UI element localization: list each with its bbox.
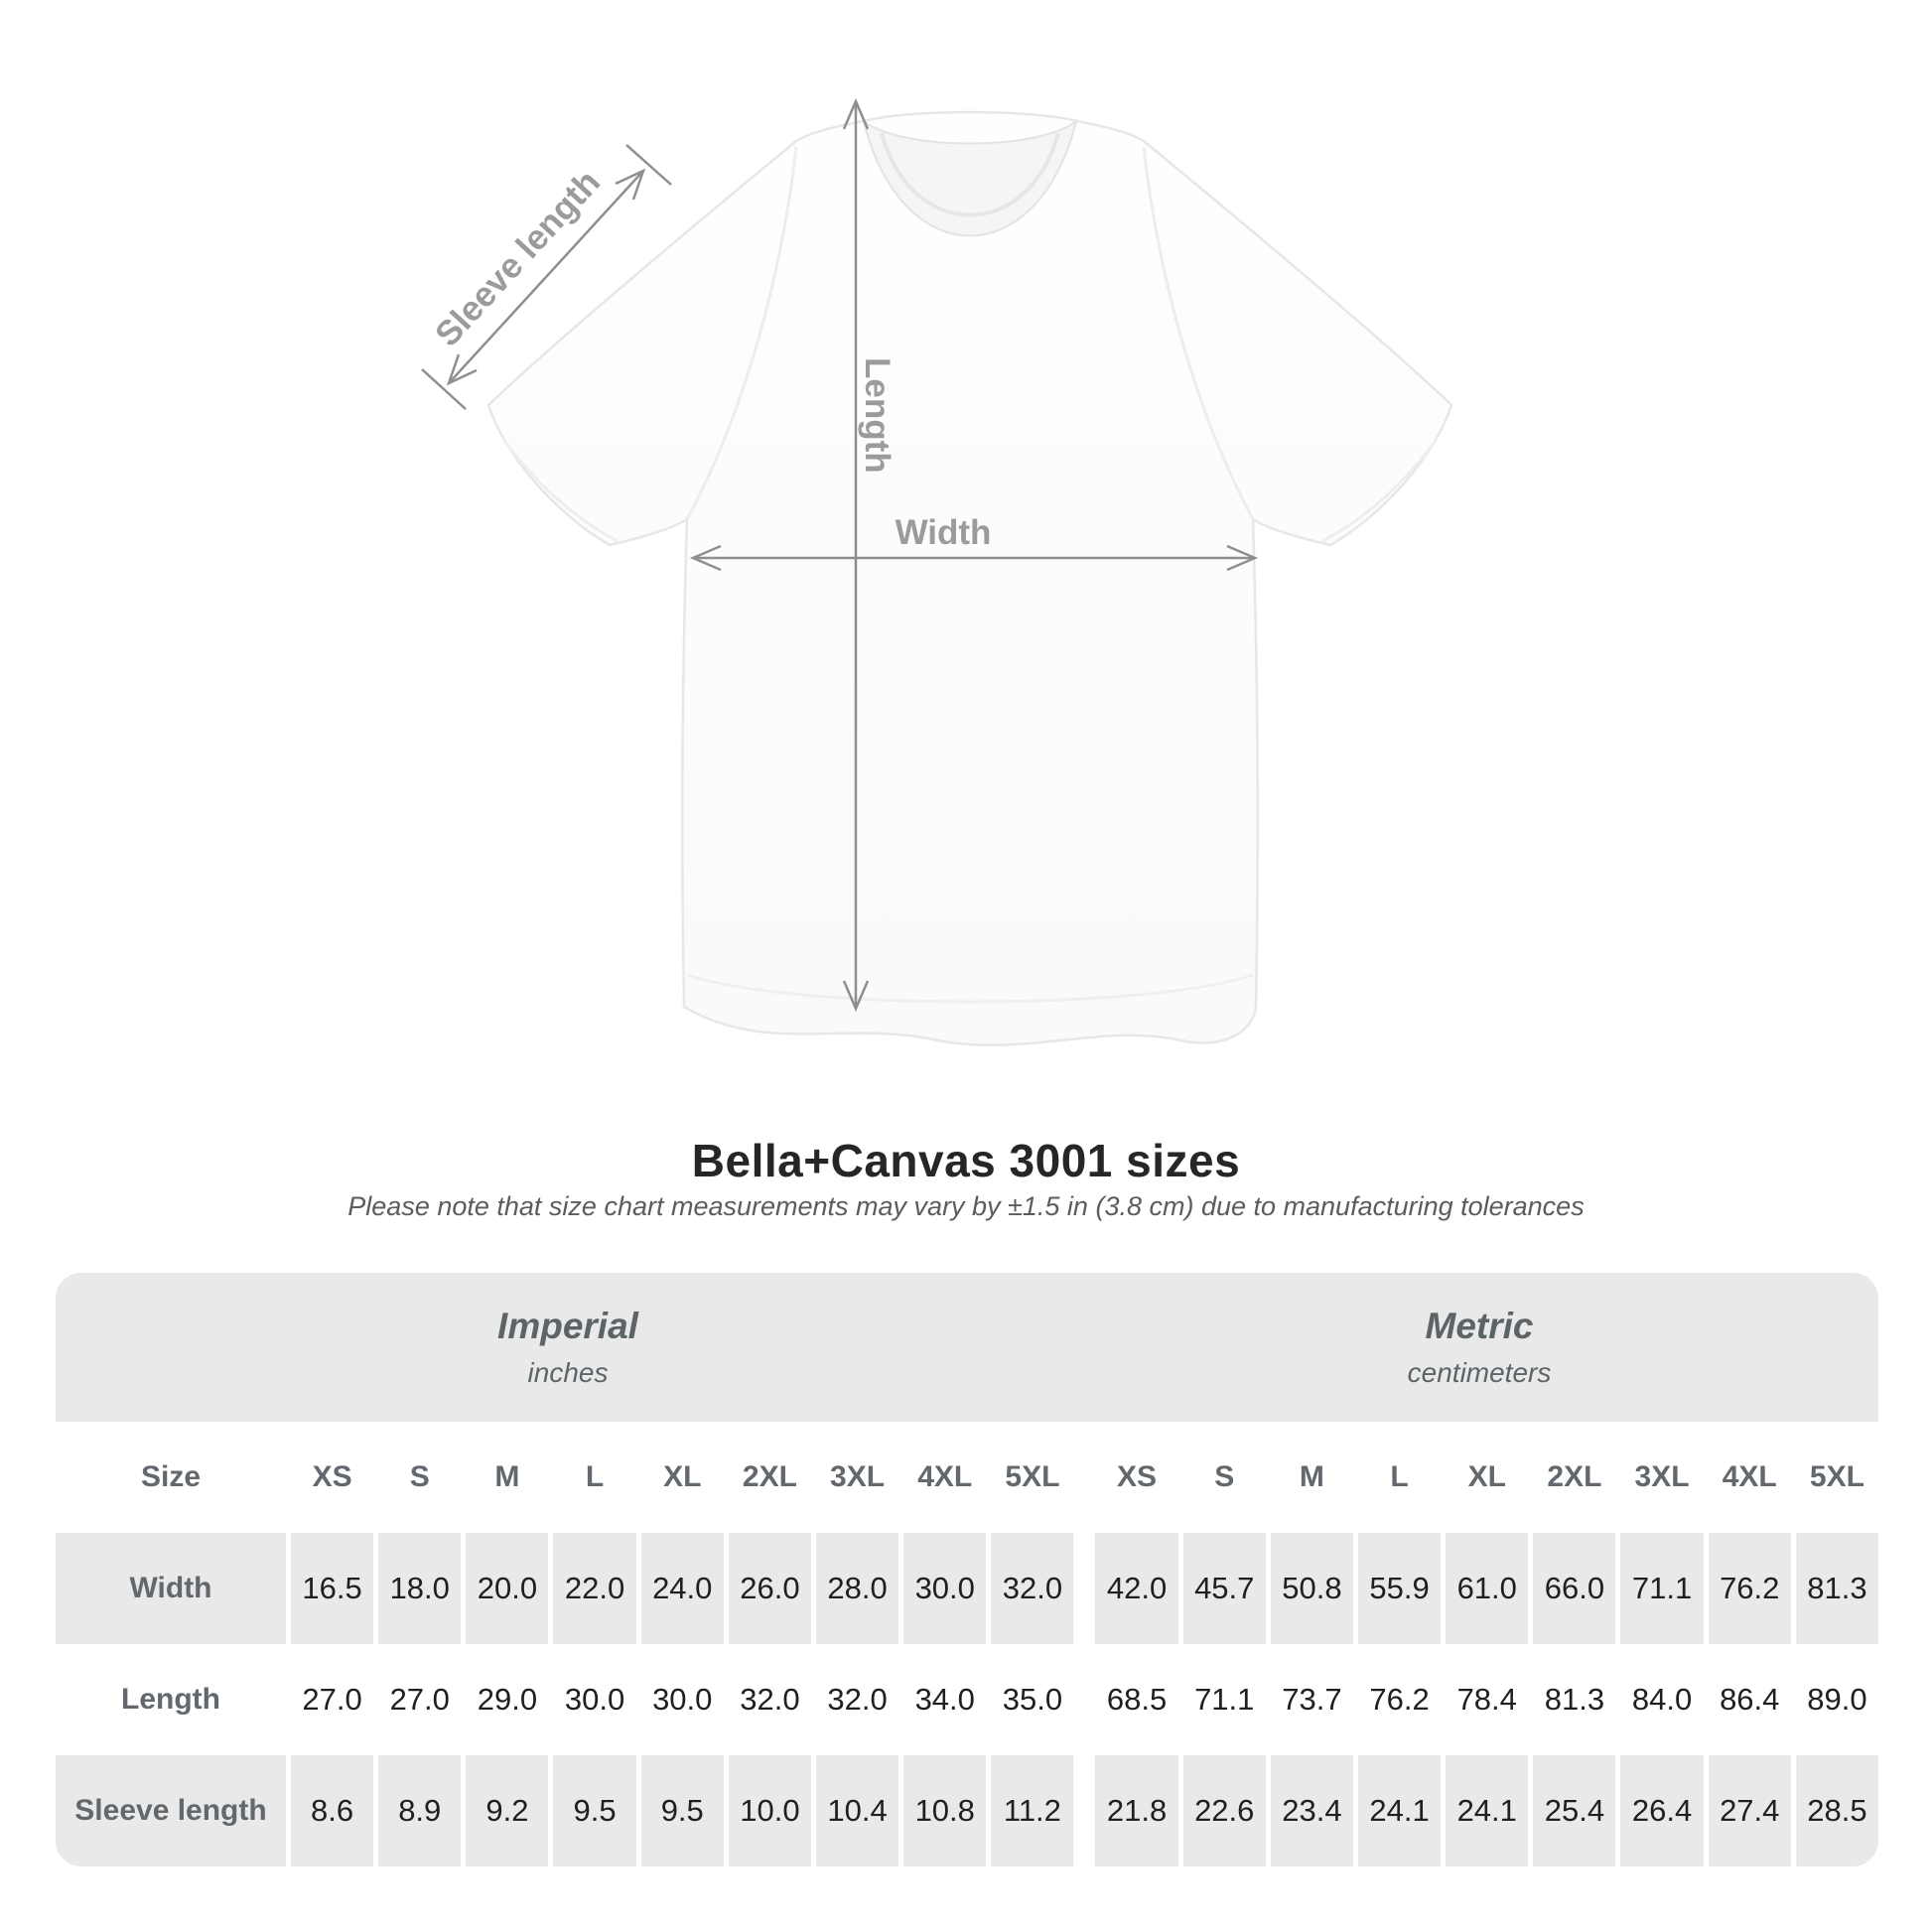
value-metric-s: 22.6 [1183,1755,1266,1866]
size-header-metric-2xl: 2XL [1547,1460,1602,1493]
row-label-sleeve-length: Sleeve length [56,1755,286,1866]
value-metric-xl: 61.0 [1446,1533,1528,1644]
value-imperial-5xl: 35.0 [1002,1682,1063,1717]
width-label: Width [895,513,992,552]
sleeve-tick-upper [626,145,671,185]
size-column-header: Size [140,1460,202,1493]
size-table [56,1273,1878,1866]
value-imperial-5xl: 32.0 [991,1533,1073,1644]
value-imperial-2xl: 32.0 [740,1682,800,1717]
size-header-imperial-2xl: 2XL [742,1460,797,1493]
value-imperial-s: 27.0 [389,1682,450,1717]
value-metric-s: 45.7 [1183,1533,1266,1644]
size-header-metric-xl: XL [1467,1460,1506,1493]
size-header-imperial-xs: XS [312,1460,352,1493]
value-metric-m: 50.8 [1271,1533,1353,1644]
value-imperial-4xl: 10.8 [903,1755,986,1866]
group-gap-spacer [1078,1755,1090,1866]
value-metric-l: 24.1 [1358,1755,1441,1866]
value-metric-3xl: 26.4 [1620,1755,1703,1866]
value-imperial-4xl: 34.0 [914,1682,975,1717]
value-imperial-xl: 9.5 [641,1755,724,1866]
value-metric-xl: 78.4 [1456,1682,1517,1717]
size-header-metric-xs: XS [1117,1460,1158,1493]
size-header-metric-5xl: 5XL [1809,1460,1864,1493]
size-header-imperial-3xl: 3XL [830,1460,886,1493]
unit-header-band [56,1273,1878,1422]
value-metric-3xl: 84.0 [1631,1682,1693,1717]
size-header-imperial-xl: XL [663,1460,702,1493]
value-metric-xs: 42.0 [1095,1533,1177,1644]
value-metric-4xl: 76.2 [1709,1533,1791,1644]
value-imperial-2xl: 26.0 [729,1533,811,1644]
value-metric-l: 76.2 [1369,1682,1430,1717]
size-header-imperial-5xl: 5XL [1005,1460,1060,1493]
value-imperial-4xl: 30.0 [903,1533,986,1644]
value-metric-3xl: 71.1 [1620,1533,1703,1644]
value-metric-4xl: 86.4 [1720,1682,1780,1717]
value-metric-xs: 21.8 [1095,1755,1177,1866]
value-metric-5xl: 81.3 [1796,1533,1878,1644]
value-imperial-xl: 30.0 [652,1682,713,1717]
value-metric-5xl: 28.5 [1796,1755,1878,1866]
metric-header [1080,1273,1878,1422]
value-imperial-3xl: 10.4 [816,1755,898,1866]
value-metric-l: 55.9 [1358,1533,1441,1644]
value-imperial-xs: 27.0 [302,1682,362,1717]
value-metric-m: 23.4 [1271,1755,1353,1866]
size-header-metric-l: L [1390,1460,1409,1493]
size-header-imperial-l: L [585,1460,605,1493]
value-metric-xs: 68.5 [1106,1682,1168,1717]
group-gap-spacer [1078,1644,1090,1755]
value-metric-4xl: 27.4 [1709,1755,1791,1866]
value-imperial-m: 9.2 [466,1755,548,1866]
value-metric-m: 73.7 [1282,1682,1342,1717]
group-gap-spacer [1078,1533,1090,1644]
value-imperial-3xl: 32.0 [827,1682,888,1717]
value-imperial-l: 22.0 [553,1533,635,1644]
value-imperial-3xl: 28.0 [816,1533,898,1644]
metric-label: Metric [1425,1306,1534,1346]
value-imperial-5xl: 11.2 [991,1755,1073,1866]
size-header-imperial-m: M [494,1460,520,1493]
imperial-unit: inches [527,1357,609,1388]
row-label-length: Length [121,1683,220,1716]
size-header-metric-3xl: 3XL [1634,1460,1690,1493]
length-label: Length [858,357,897,474]
value-metric-xl: 24.1 [1446,1755,1528,1866]
group-gap-spacer [1078,1422,1090,1533]
value-imperial-xs: 16.5 [291,1533,373,1644]
value-imperial-s: 8.9 [378,1755,461,1866]
value-imperial-xs: 8.6 [291,1755,373,1866]
size-header-metric-4xl: 4XL [1722,1460,1777,1493]
tshirt-body [488,112,1451,1045]
value-imperial-m: 20.0 [466,1533,548,1644]
value-imperial-xl: 24.0 [641,1533,724,1644]
value-metric-2xl: 66.0 [1533,1533,1615,1644]
size-header-imperial-4xl: 4XL [917,1460,973,1493]
imperial-header [56,1273,1080,1422]
size-header-imperial-s: S [409,1460,430,1493]
sleeve-tick-lower [422,369,466,409]
value-metric-2xl: 25.4 [1533,1755,1615,1866]
size-header-metric-m: M [1299,1460,1324,1493]
imperial-label: Imperial [497,1306,638,1346]
value-imperial-l: 30.0 [564,1682,625,1717]
metric-unit: centimeters [1407,1357,1552,1388]
size-header-metric-s: S [1214,1460,1235,1493]
value-imperial-l: 9.5 [553,1755,635,1866]
sleeve-length-label: Sleeve length [427,162,609,354]
value-imperial-s: 18.0 [378,1533,461,1644]
row-label-width: Width [56,1533,286,1644]
tolerance-note: Please note that size chart measurements may vary by ±1.5 in (3.8 cm) due to manufacturing tolerances [347,1191,1585,1221]
value-imperial-2xl: 10.0 [729,1755,811,1866]
page-title: Bella+Canvas 3001 sizes [691,1135,1241,1186]
size-table-grid [56,1422,1878,1866]
value-metric-s: 71.1 [1194,1682,1255,1717]
value-metric-5xl: 89.0 [1807,1682,1867,1717]
value-imperial-m: 29.0 [477,1682,538,1717]
value-metric-2xl: 81.3 [1544,1682,1605,1717]
